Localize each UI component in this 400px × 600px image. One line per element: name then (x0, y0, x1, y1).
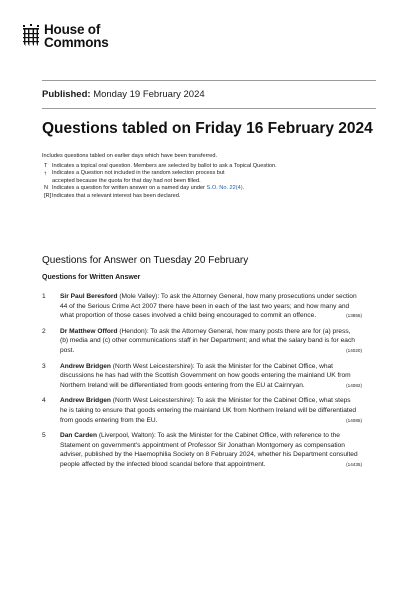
note-symbol: N (44, 185, 49, 192)
note-symbol: † (44, 171, 47, 177)
note-item (42, 178, 372, 186)
portcullis-icon (22, 24, 40, 46)
divider-bottom (42, 108, 376, 109)
note-item (42, 193, 372, 201)
note-item (42, 185, 372, 193)
question-number: 2 (42, 327, 46, 335)
question-member: Sir Paul Beresford (60, 293, 118, 300)
question-item (42, 362, 362, 391)
question-ref: (14435) (346, 461, 362, 467)
question-constituency: (North West Leicestershire): (110, 362, 197, 370)
question-number: 3 (42, 362, 46, 370)
question-ref: (14020) (346, 347, 362, 353)
note-symbol: [R] (44, 192, 52, 199)
question-member: Dan Carden (60, 432, 98, 440)
question-constituency: (Liverpool, Walton): (97, 432, 158, 440)
question-constituency: (Mole Valley): (117, 293, 161, 300)
question-ref: (13855) (346, 313, 362, 319)
subsection-title: Questions for Written Answer (42, 274, 141, 281)
note-symbol (42, 178, 52, 186)
logo-line-1: House of (44, 22, 101, 37)
question-number: 4 (42, 397, 46, 405)
question-item (42, 396, 362, 425)
question-text: To ask the Attorney General, how many posts there are for (a) press, (b) media and (c) other communications staff in her Department; and what the salary band is for each post. (60, 327, 355, 354)
note-text: Indicates a question for written answer on a named day under (52, 185, 207, 192)
house-of-commons-logo (22, 24, 109, 49)
published-label: Published: (42, 89, 91, 100)
question-text: To ask the Minister for the Cabinet Office, with reference to the Statement on government's appointment of Professor Sir Jonathan Montgomery as compensation adviser, published by the Haemophilia Society on 8 February 2024, whether his Department consulted people affected by the infected blood scandal before that appointment. (60, 432, 358, 468)
logo-line-2: Commons (44, 34, 109, 50)
note-text: Indicates a Question not included in the random selection process but (52, 170, 225, 177)
question-member: Dr Matthew Offord (60, 327, 118, 335)
published-line (42, 89, 205, 100)
note-item (42, 163, 372, 171)
standing-order-link[interactable]: S.O. No. 22(4) (206, 185, 243, 192)
notes-block (42, 153, 372, 201)
question-constituency: (Hendon): (117, 327, 151, 335)
note-item (42, 170, 372, 178)
note-text: accepted because the quota for that day had not been filled. (52, 177, 201, 184)
divider-top (42, 80, 376, 81)
page-title: Questions tabled on Friday 16 February 2024 (42, 120, 373, 137)
question-text: To ask the Attorney General, how many prosecutions under section 44 of the Serious Crime Act 2007 there have been in each of the last two years; and how many and what proportion of those cases involved a child being encouraged to commit an offence. (60, 293, 357, 320)
published-date: Monday 19 February 2024 (93, 89, 205, 100)
question-ref: (14082) (346, 382, 362, 388)
question-item (42, 327, 362, 356)
question-constituency: (North West Leicestershire): (110, 397, 197, 405)
note-text: Indicates that a relevant interest has been declared. (52, 192, 181, 199)
question-text: To ask the Minister for the Cabinet Office, what discussions he has had with the Scottish Government on how goods entering the mainland UK from Northern Ireland will be differentiated from goods entering from the EU at Cairnryan. (60, 362, 351, 389)
question-number: 5 (42, 432, 46, 440)
section-title: Questions for Answer on Tuesday 20 February (42, 255, 249, 266)
question-item (42, 431, 362, 469)
note-suffix: . (242, 185, 245, 192)
question-member: Andrew Bridgen (60, 397, 111, 405)
question-item (42, 292, 362, 321)
question-text: To ask the Minister for the Cabinet Office, what steps he is taking to ensure that goods entering the mainland UK from Northern Ireland will be differentiated from goods entering from the EU. (60, 397, 357, 424)
question-member: Andrew Bridgen (60, 362, 111, 370)
questions-list (42, 292, 362, 476)
note-symbol: T (44, 162, 48, 169)
notes-intro: Includes questions tabled on earlier days which have been transferred. (42, 153, 218, 159)
question-number: 1 (42, 293, 46, 300)
question-ref: (14085) (346, 417, 362, 423)
note-text: Indicates a topical oral question. Members are selected by ballot to ask a Topical Question. (52, 162, 277, 169)
